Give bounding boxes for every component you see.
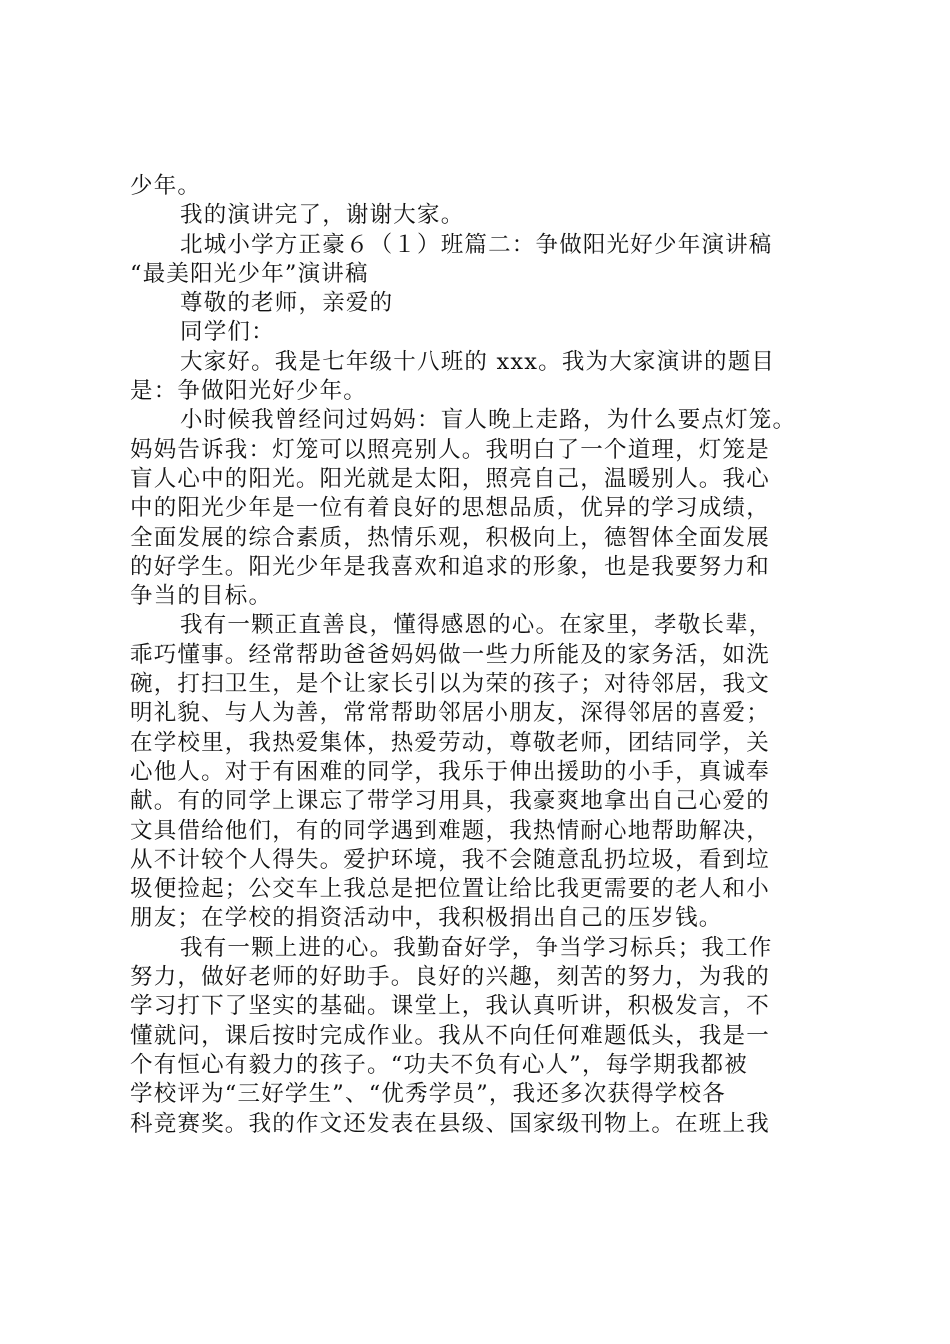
text-line: 同学们： [180,319,275,346]
text-line: 努力，做好老师的好助手。良好的兴趣，刻苦的努力，为我的 [130,964,770,991]
text-line: 全面发展的综合素质，热情乐观，积极向上，德智体全面发展 [130,524,770,551]
text-line: 尊敬的老师，亲爱的 [180,290,394,317]
text-line: 文具借给他们，有的同学遇到难题，我热情耐心地帮助解决， [130,817,770,844]
text-line: 的好学生。阳光少年是我喜欢和追求的形象，也是我要努力和 [130,553,770,580]
text-line: 北城小学方正豪６（１）班篇二：争做阳光好少年演讲稿 [180,231,773,258]
text-line: 个有恒心有毅力的孩子。“功夫不负有心人”，每学期我都被 [130,1051,748,1078]
document-body [130,172,830,1139]
text-line: 我有一颗上进的心。我勤奋好学，争当学习标兵；我工作 [180,934,773,961]
text-line: 心他人。对于有困难的同学，我乐于伸出援助的小手，真诚奉 [130,758,770,785]
text-line: 学校评为“三好学生”、“优秀学员”，我还多次获得学校各 [130,1081,726,1108]
text-line: 妈妈告诉我：灯笼可以照亮别人。我明白了一个道理，灯笼是 [130,436,770,463]
text-line: 从不计较个人得失。爱护环境，我不会随意乱扔垃圾，看到垃 [130,846,770,873]
text-line: 我有一颗正直善良，懂得感恩的心。在家里，孝敬长辈， [180,612,773,639]
text-line: 在学校里，我热爱集体，热爱劳动，尊敬老师，团结同学，关 [130,729,770,756]
text-line: 中的阳光少年是一位有着良好的思想品质，优异的学习成绩， [130,495,770,522]
text-line: 朋友；在学校的捐资活动中，我积极捐出自己的压岁钱。 [130,905,723,932]
text-line: 乖巧懂事。经常帮助爸爸妈妈做一些力所能及的家务活，如洗 [130,641,770,668]
text-line: 学习打下了坚实的基础。课堂上，我认真听讲，积极发言，不 [130,993,770,1020]
text-line: 明礼貌、与人为善，常常帮助邻居小朋友，深得邻居的喜爱； [130,700,770,727]
text-line: 争当的目标。 [130,583,273,610]
text-line: 大家好。我是七年级十八班的 xxx。我为大家演讲的题目 [180,348,776,375]
text-line: 是：争做阳光好少年。 [130,378,368,405]
text-line: 碗，打扫卫生，是个让家长引以为荣的孩子；对待邻居，我文 [130,671,770,698]
text-line: 献。有的同学上课忘了带学习用具，我豪爽地拿出自己心爱的 [130,788,770,815]
text-line: 圾便捡起；公交车上我总是把位置让给比我更需要的老人和小 [130,876,770,903]
text-line: “最美阳光少年”演讲稿 [130,260,369,287]
text-line: 懂就问，课后按时完成作业。我从不向任何难题低头，我是一 [130,1022,770,1049]
text-line: 盲人心中的阳光。阳光就是太阳，照亮自己，温暖别人。我心 [130,465,770,492]
text-line: 我的演讲完了，谢谢大家。 [180,202,465,229]
text-line: 小时候我曾经问过妈妈：盲人晚上走路，为什么要点灯笼。 [180,407,797,434]
text-line: 科竞赛奖。我的作文还发表在县级、国家级刊物上。在班上我 [130,1110,770,1137]
text-line: 少年。 [130,173,202,199]
